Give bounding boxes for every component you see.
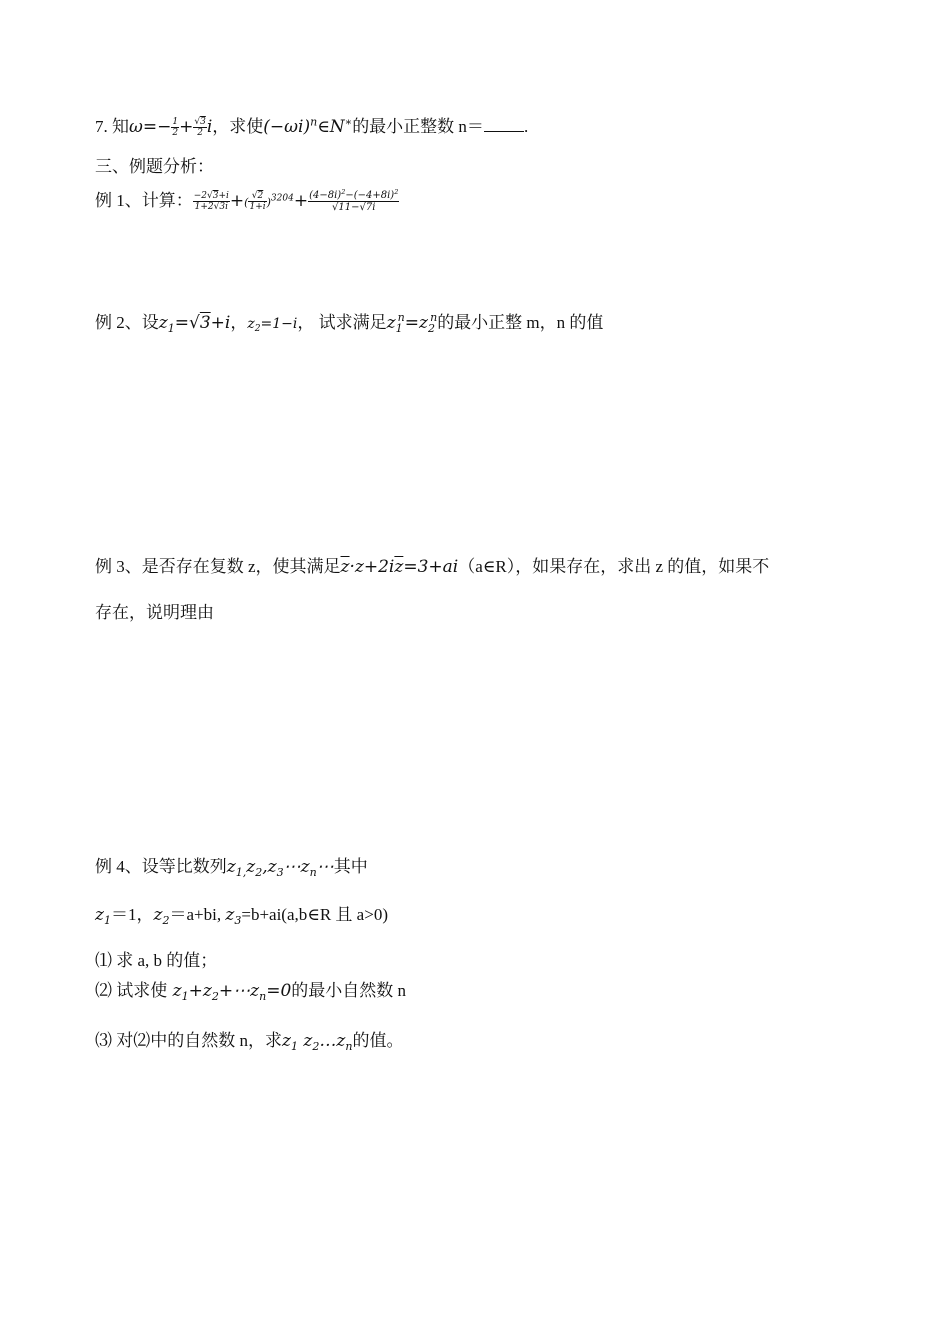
q3-prefix: ⑶ 对⑵中的自然数 n，求 [95, 1031, 282, 1050]
formula-z2: $z_2=1-i$ [247, 316, 298, 335]
ex2-sep1: ， [230, 313, 248, 332]
formula-sequence: $z_{1,}z_2,z_3\cdots z_n\cdots$ [226, 857, 334, 879]
ex3-line2: 存在，说明理由 [95, 603, 214, 622]
formula-omega: ω=− $\frac{1}{2}$ + $\frac{√3}{2}$ i [129, 116, 213, 138]
formula-product: $z_1$ $z_2\dots z_n$ [282, 1031, 353, 1053]
formula-ex1: $\frac{-2√3+i}{1+2√3i}$ +( $\frac{√2}{1+i}$ )$^{3204}$+ $\frac{(4-8i)^2-(-4+8i)^2}{√11-√7i}$ [193, 188, 399, 214]
ex2-label: 例 2、设 [95, 313, 159, 332]
ex3-condition: （a∈R），如果存在，求出 z 的值，如果不 [458, 557, 770, 576]
ex2-suffix: 的最小正整 m，n 的值 [437, 313, 604, 332]
ex3-label: 例 3、是否存在复数 z，使其满足 [95, 557, 341, 576]
ex2-sep2: ， 试求满足 [297, 313, 387, 332]
given-c: =b+ai(a,b∈R 且 a>0) [241, 905, 388, 924]
formula-power-eq: $z_1^n=z_2^n$ [386, 311, 438, 335]
section-title: 三、例题分析： [95, 157, 214, 176]
answer-blank [484, 131, 524, 132]
example-4 [95, 852, 368, 879]
example-2 [95, 308, 603, 335]
example-3 [95, 552, 769, 577]
z2-symbol: $z_2$ [153, 905, 170, 927]
ex4-label-suffix: 其中 [333, 857, 368, 876]
given-a: ＝1， [111, 905, 154, 924]
z3-symbol: $z_3$ [225, 905, 242, 927]
example-1 [95, 186, 399, 214]
ex4-given [95, 900, 388, 927]
q2-prefix: ⑵ 试求使 [95, 981, 168, 1000]
q7-end: . [523, 117, 529, 136]
formula-ex3: $\overline{z}\cdot z+2i\overline{z}=3+ai$ [340, 557, 459, 577]
q7-suffix: 的最小正整数 n＝ [352, 117, 484, 136]
given-b: ＝a+bi, [169, 905, 222, 924]
q7-prefix: 7. 知 [95, 117, 129, 136]
ex4-label: 例 4、设等比数列 [95, 857, 227, 876]
z1-symbol: $z_1$ [95, 905, 111, 927]
ex4-q1: ⑴ 求 a, b 的值； [95, 951, 218, 970]
ex1-label: 例 1、计算： [95, 191, 193, 210]
formula-sum: $z_1+z_2+\cdots z_n=0$ [167, 981, 292, 1003]
q3-suffix: 的值。 [352, 1031, 404, 1050]
formula-z1: $z_1=√3+i$ [158, 313, 231, 335]
ex4-q2 [95, 976, 406, 1003]
ex4-q3 [95, 1026, 404, 1053]
formula-condition: $(-\omega i)^n\in N^∗$ [263, 115, 353, 137]
q2-suffix: 的最小自然数 n [291, 981, 407, 1000]
question-7 [95, 112, 528, 138]
q7-middle: ，求使 [212, 117, 264, 136]
